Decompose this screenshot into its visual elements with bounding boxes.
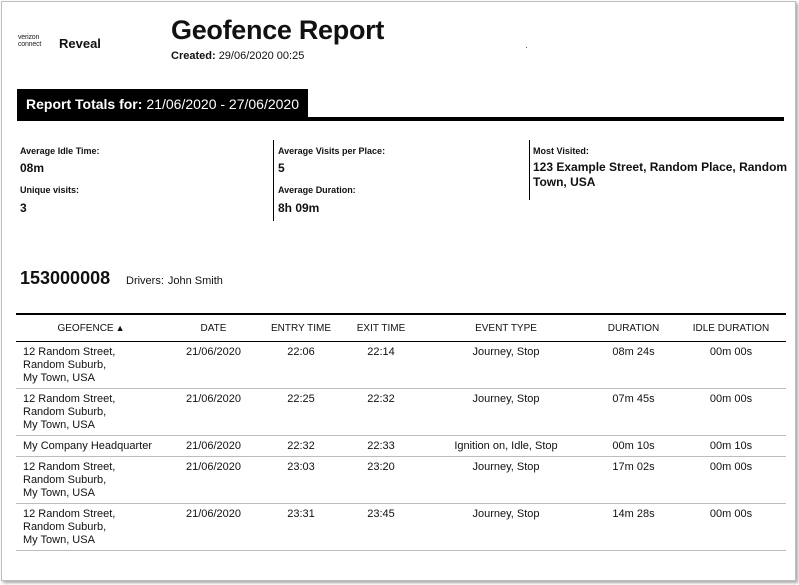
cell-duration: 07m 45s: [591, 389, 676, 436]
avg-idle-label: Average Idle Time:: [20, 146, 100, 156]
cell-duration: 17m 02s: [591, 457, 676, 504]
cell-date: 21/06/2020: [166, 436, 261, 457]
logo-mark: [18, 34, 41, 48]
cell-exit-time: 23:45: [341, 504, 421, 551]
avg-visits-label: Average Visits per Place:: [278, 146, 386, 156]
table-header-row: [16, 314, 786, 342]
most-visited-value: 123 Example Street, Random Place, Random Town, USA: [533, 160, 788, 189]
cell-date: 21/06/2020: [166, 457, 261, 504]
table-row: [16, 504, 786, 551]
cell-geofence: [16, 389, 166, 436]
cell-geofence: [16, 436, 166, 457]
col-header-entry-time[interactable]: ENTRY TIME: [261, 314, 341, 342]
cell-entry-time: 23:03: [261, 457, 341, 504]
cell-event-type: Journey, Stop: [421, 389, 591, 436]
cell-geofence: [16, 457, 166, 504]
cell-entry-time: 22:06: [261, 342, 341, 389]
cell-entry-time: 23:31: [261, 504, 341, 551]
cell-idle-duration: 00m 10s: [676, 436, 786, 457]
col-header-geofence[interactable]: [16, 314, 166, 342]
col-header-duration[interactable]: DURATION: [591, 314, 676, 342]
cell-entry-time: 22:32: [261, 436, 341, 457]
cell-geofence: [16, 342, 166, 389]
cell-date: 21/06/2020: [166, 342, 261, 389]
geofence-line: My Town, USA: [23, 372, 95, 384]
page-title: Geofence Report: [171, 15, 385, 45]
totals-range: 21/06/2020 - 27/06/2020: [146, 95, 299, 112]
stray-dot: [526, 47, 527, 48]
geofence-line: Random Suburb,: [23, 474, 107, 486]
geofence-line: My Town, USA: [23, 534, 95, 546]
cell-exit-time: 22:14: [341, 342, 421, 389]
unique-visits-value: 3: [20, 201, 27, 215]
most-visited-label: Most Visited:: [533, 146, 589, 156]
drivers-line: [126, 275, 223, 287]
cell-date: 21/06/2020: [166, 389, 261, 436]
geofence-line: 12 Random Street,: [23, 346, 116, 358]
table-row: [16, 389, 786, 436]
avg-duration-label: Average Duration:: [278, 185, 356, 195]
drivers-value: John Smith: [167, 275, 223, 287]
geofence-line: Random Suburb,: [23, 406, 107, 418]
cell-event-type: Journey, Stop: [421, 504, 591, 551]
cell-duration: 14m 28s: [591, 504, 676, 551]
verizon-connect-logo: [18, 34, 101, 51]
table-row: [16, 436, 786, 457]
geofence-line: Random Suburb,: [23, 521, 107, 533]
cell-duration: 08m 24s: [591, 342, 676, 389]
geofence-line: My Town, USA: [23, 487, 95, 499]
cell-event-type: Journey, Stop: [421, 342, 591, 389]
cell-idle-duration: 00m 00s: [676, 504, 786, 551]
created-label: Created:: [171, 50, 216, 62]
geofence-line: My Town, USA: [23, 419, 95, 431]
geofence-line: 12 Random Street,: [23, 461, 116, 473]
cell-entry-time: 22:25: [261, 389, 341, 436]
cell-idle-duration: 00m 00s: [676, 389, 786, 436]
created-value: 29/06/2020 00:25: [218, 50, 305, 62]
geofence-table: [16, 313, 786, 551]
cell-exit-time: 23:20: [341, 457, 421, 504]
col-header-exit-time[interactable]: EXIT TIME: [341, 314, 421, 342]
cell-duration: 00m 10s: [591, 436, 676, 457]
cell-event-type: Journey, Stop: [421, 457, 591, 504]
logo-line-1: verizon: [18, 34, 40, 41]
drivers-label: Drivers:: [126, 275, 164, 287]
table-body: [16, 342, 786, 551]
cell-idle-duration: 00m 00s: [676, 457, 786, 504]
table-row: [16, 457, 786, 504]
sort-ascending-icon: ▲: [115, 322, 125, 333]
cell-idle-duration: 00m 00s: [676, 342, 786, 389]
stats-divider-2: [529, 140, 530, 200]
created-line: [171, 50, 304, 62]
avg-visits-value: 5: [278, 161, 285, 175]
cell-geofence: [16, 504, 166, 551]
geofence-line: 12 Random Street,: [23, 393, 116, 405]
cell-event-type: Ignition on, Idle, Stop: [421, 436, 591, 457]
col-header-idle-duration[interactable]: IDLE DURATION: [676, 314, 786, 342]
totals-divider: [17, 117, 784, 121]
geofence-line: My Company Headquarter: [23, 440, 153, 452]
product-name: Reveal: [59, 36, 101, 51]
totals-label: Report Totals for:: [26, 95, 143, 112]
col-header-date[interactable]: DATE: [166, 314, 261, 342]
avg-idle-value: 08m: [20, 161, 45, 175]
table-row: [16, 342, 786, 389]
vehicle-id: 153000008: [20, 268, 111, 288]
col-header-event-type[interactable]: EVENT TYPE: [421, 314, 591, 342]
logo-line-2: connect: [18, 41, 42, 48]
cell-date: 21/06/2020: [166, 504, 261, 551]
geofence-line: Random Suburb,: [23, 359, 107, 371]
avg-duration-value: 8h 09m: [278, 201, 320, 215]
geofence-line: 12 Random Street,: [23, 508, 116, 520]
col-header-geofence-label: GEOFENCE: [57, 322, 114, 334]
unique-visits-label: Unique visits:: [20, 185, 80, 195]
cell-exit-time: 22:32: [341, 389, 421, 436]
stats-divider-1: [273, 140, 274, 221]
cell-exit-time: 22:33: [341, 436, 421, 457]
report-totals-bar: [17, 89, 308, 118]
